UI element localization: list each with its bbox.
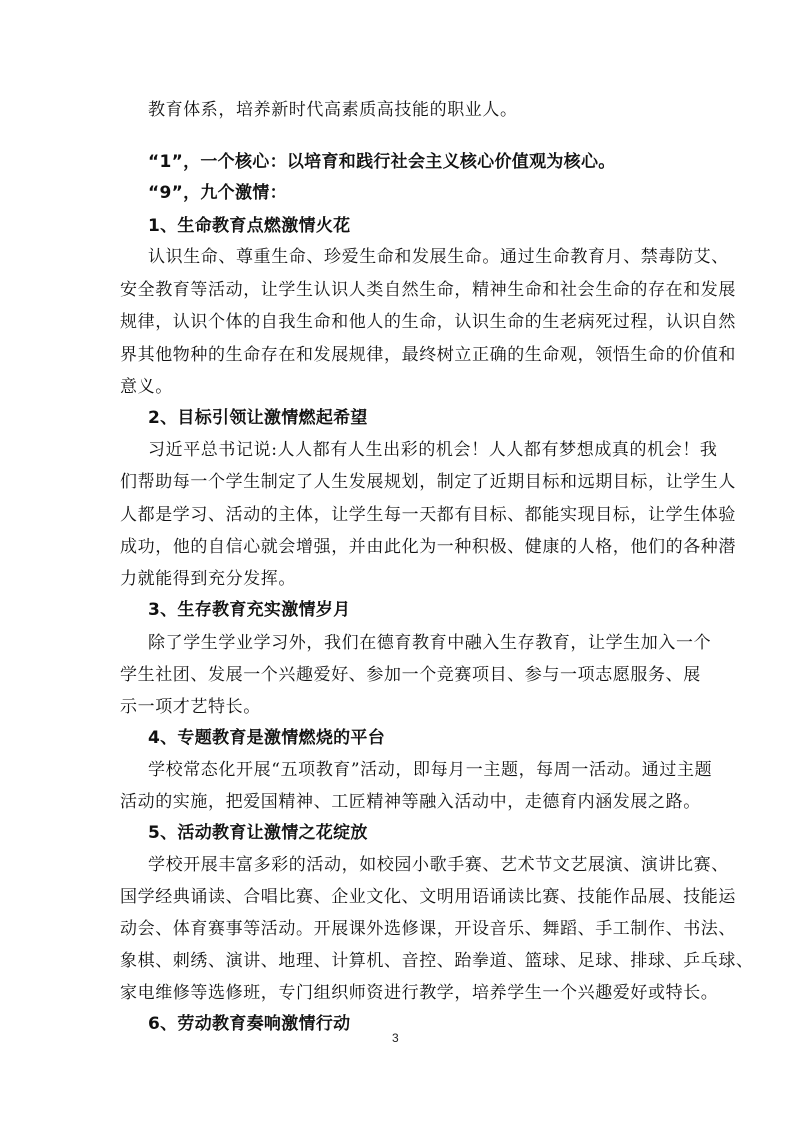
paragraph-line: 界其他物种的生命存在和发展规律，最终树立正确的生命观，领悟生命的价值和: [120, 345, 736, 365]
paragraph-line: 国学经典诵读、合唱比赛、企业文化、文明用语诵读比赛、技能作品展、技能运: [120, 887, 736, 907]
section-heading-4: 4、专题教育是激情燃烧的平台: [148, 728, 386, 748]
paragraph-line: 学校常态化开展“五项教育”活动，即每月一主题，每周一活动。通过主题: [148, 760, 713, 780]
paragraph-line: 象棋、刺绣、演讲、地理、计算机、音控、跆拳道、篮球、足球、排球、乒乓球、: [120, 951, 754, 971]
paragraph-line: 活动的实施，把爱国精神、工匠精神等融入活动中，走德育内涵发展之路。: [120, 792, 701, 812]
paragraph-line: 成功，他的自信心就会增强，并由此化为一种积极、健康的人格，他们的各种潜: [120, 537, 736, 557]
section-heading-1: 1、生命教育点燃激情火花: [148, 216, 351, 236]
paragraph-line: 人都是学习、活动的主体，让学生每一天都有目标、都能实现目标，让学生体验: [120, 505, 736, 525]
paragraph-line: 力就能得到充分发挥。: [120, 569, 296, 589]
section-heading-2: 2、目标引领让激情燃起希望: [148, 408, 368, 428]
paragraph-line: 学校开展丰富多彩的活动，如校园小歌手赛、艺术节文艺展演、演讲比赛、: [148, 855, 729, 875]
paragraph-line: 习近平总书记说:人人都有人生出彩的机会！人人都有梦想成真的机会！我: [148, 440, 718, 460]
paragraph-line: 意义。: [120, 377, 173, 397]
paragraph-line: 动会、体育赛事等活动。开展课外选修课，开设音乐、舞蹈、手工制作、书法、: [120, 919, 736, 939]
paragraph-line: 规律，认识个体的自我生命和他人的生命，认识生命的生老病死过程，认识自然: [120, 312, 736, 332]
paragraph-line: 除了学生学业学习外，我们在德育教育中融入生存教育，让学生加入一个: [148, 633, 712, 653]
paragraph-line: 教育体系，培养新时代高素质高技能的职业人。: [148, 100, 518, 120]
paragraph-line: 认识生命、尊重生命、珍爱生命和发展生命。通过生命教育月、禁毒防艾、: [148, 247, 729, 267]
heading-nine-passions: “9”，九个激情：: [148, 183, 287, 203]
heading-core: “1”，一个核心：以培育和践行社会主义核心价值观为核心。: [148, 152, 616, 172]
section-heading-3: 3、生存教育充实激情岁月: [148, 600, 351, 620]
section-heading-5: 5、活动教育让激情之花绽放: [148, 823, 368, 843]
section-heading-6: 6、劳动教育奏响激情行动: [148, 1014, 351, 1034]
paragraph-line: 学生社团、发展一个兴趣爱好、参加一个竞赛项目、参与一项志愿服务、展: [120, 665, 701, 685]
paragraph-line: 安全教育等活动，让学生认识人类自然生命，精神生命和社会生命的存在和发展: [120, 280, 736, 300]
paragraph-line: 示一项才艺特长。: [120, 697, 261, 717]
page-number: 3: [392, 1031, 399, 1045]
paragraph-line: 们帮助每一个学生制定了人生发展规划，制定了近期目标和远期目标，让学生人: [120, 472, 736, 492]
paragraph-line: 家电维修等选修班，专门组织师资进行教学，培养学生一个兴趣爱好或特长。: [120, 983, 719, 1003]
